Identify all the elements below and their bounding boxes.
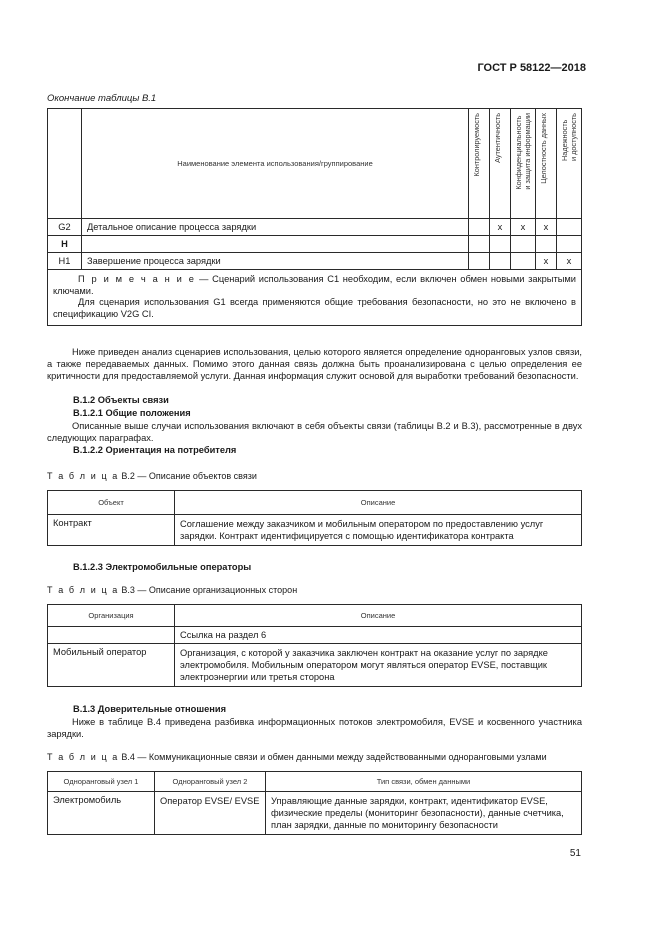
- table-b3-caption: Т а б л и ц а В.3 — Описание организационных сторон: [47, 585, 298, 595]
- paragraph: Ниже приведен анализ сценариев использования, целью которого является определение одноранговых узлов связи, а также передаваемых данных. Помимо этого данная связь должна быть проанализирована с целью определения ее критичности для предоставляемой услуги. Данная информация служит основой для выработки требований безопасности.: [47, 347, 582, 381]
- table-note-row: П р и м е ч а н и е — Сценарий использования C1 необходим, если включен обмен новыми закрытыми ключами. Для сценария использования G1 всегда применяются общие требования безопасности, но это не включено в спецификацию V2G CI.: [48, 270, 582, 326]
- page-number: 51: [569, 848, 581, 859]
- table-row: H1 Завершение процесса зарядки x x: [48, 253, 582, 270]
- table-b1-id-header: [48, 109, 82, 219]
- col-header: Аутентичность: [490, 109, 511, 219]
- col-header: Надежность и доступность: [557, 109, 582, 219]
- paragraph: Ниже в таблице В.4 приведена разбивка информационных потоков электромобиля, EVSE и косвенного участника зарядки.: [47, 717, 582, 739]
- col-header: Конфиденциальность и защита информации: [511, 109, 536, 219]
- section-heading: В.1.2 Объекты связи: [73, 395, 169, 405]
- col-header: Контролируемость: [469, 109, 490, 219]
- table-b3: Организация Описание Ссылка на раздел 6 Мобильный оператор Организация, с которой у заказчика заключен контракт на оказание услуг по зарядке электромобиля. Мобильным оператором могут являться оператор EVSE, поставщик электроэнергии или третья сторона: [47, 604, 582, 687]
- table-b1-name-header: Наименование элемента использования/группирование: [82, 109, 469, 219]
- table-row: Мобильный оператор Организация, с которой у заказчика заключен контракт на оказание услуг по зарядке электромобиля. Мобильным оператором могут являться оператор EVSE, поставщик электроэнергии или третья сторона: [48, 644, 582, 687]
- table-row: Ссылка на раздел 6: [48, 627, 582, 644]
- table-b1-caption: Окончание таблицы В.1: [47, 93, 157, 104]
- table-b4: Одноранговый узел 1 Одноранговый узел 2 Тип связи, обмен данными Электромобиль Оператор EVSE/ EVSE Управляющие данные зарядки, контракт, идентификатор EVSE, физические пределы (мониторинг безопасности), данные счетчика, план зарядки, данные по мониторингу безопасности: [47, 771, 582, 835]
- section-heading: В.1.3 Доверительные отношения: [73, 704, 226, 714]
- table-b2-caption: Т а б л и ц а В.2 — Описание объектов связи: [47, 471, 257, 481]
- table-row: G2 Детальное описание процесса зарядки x x x: [48, 219, 582, 236]
- table-b4-caption: Т а б л и ц а В.4 — Коммуникационные связи и обмен данными между задействованными одноранговыми узлами: [47, 752, 547, 762]
- table-row: H: [48, 236, 582, 253]
- section-heading: В.1.2.3 Электромобильные операторы: [73, 562, 252, 572]
- section-heading: В.1.2.1 Общие положения: [73, 408, 191, 418]
- table-row: Электромобиль Оператор EVSE/ EVSE Управляющие данные зарядки, контракт, идентификатор EVSE, физические пределы (мониторинг безопасности), данные счетчика, план зарядки, данные по мониторингу безопасности: [48, 792, 582, 835]
- table-b2: Объект Описание Контракт Соглашение между заказчиком и мобильным оператором по предоставлению услуг зарядки. Контракт идентифицируется с помощью идентификатора контракта: [47, 490, 582, 546]
- table-row: Контракт Соглашение между заказчиком и мобильным оператором по предоставлению услуг зарядки. Контракт идентифицируется с помощью идентификатора контракта: [48, 515, 582, 546]
- section-heading: В.1.2.2 Ориентация на потребителя: [73, 445, 237, 455]
- table-b1: [47, 108, 582, 326]
- standard-designation: ГОСТ Р 58122—2018: [477, 62, 586, 74]
- col-header: Целостность данных: [536, 109, 557, 219]
- paragraph: Описанные выше случаи использования включают в себя объекты связи (таблицы В.2 и В.3), рассмотренные в двух следующих параграфах.: [47, 421, 582, 443]
